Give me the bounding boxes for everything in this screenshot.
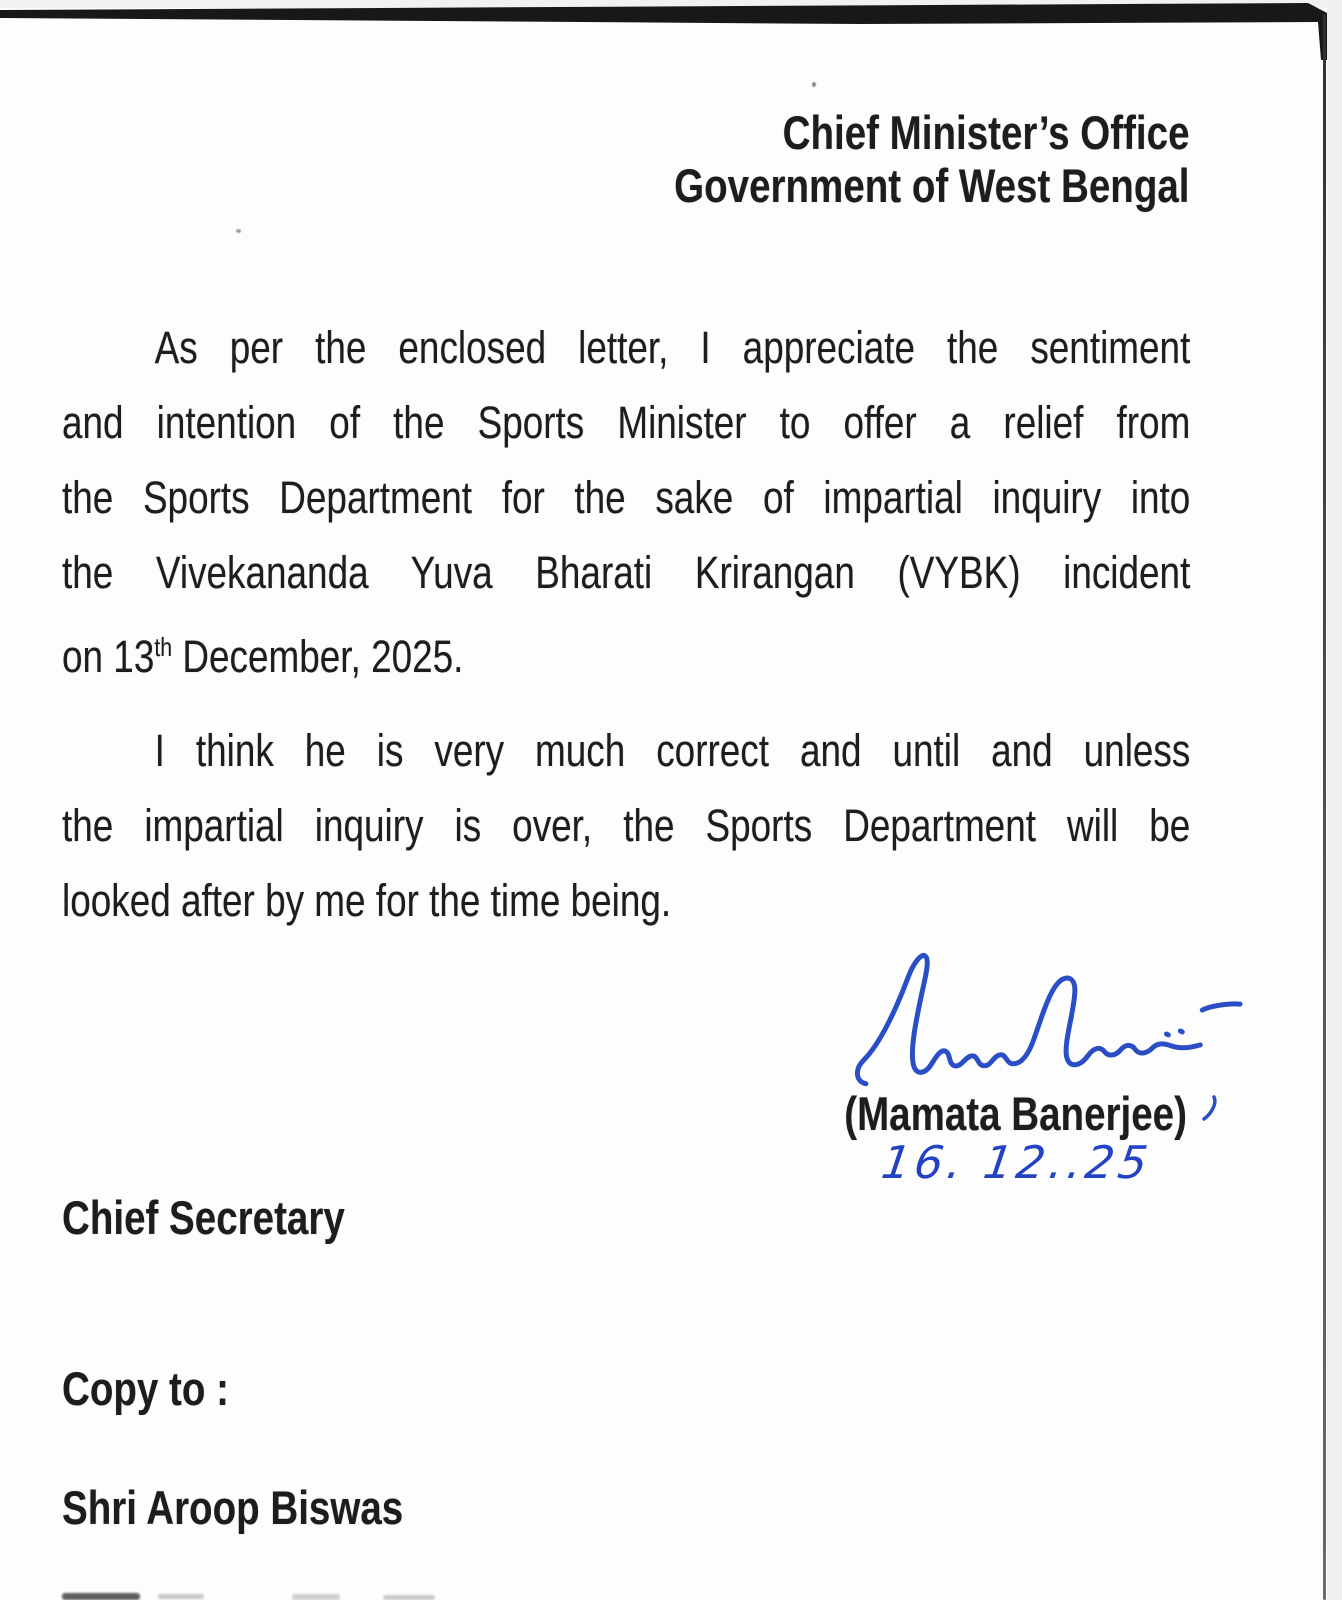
scan-speck xyxy=(812,82,816,87)
paragraph-line: and intention of the Sports Minister to offer a relief from xyxy=(62,397,1191,448)
paragraph-line: I think he is very much correct and until and unless xyxy=(154,725,1191,776)
cutoff-text-remnant xyxy=(158,1594,204,1599)
paragraph-line xyxy=(62,610,1190,694)
ordinal-superscript: th xyxy=(154,632,173,662)
paper-right-edge xyxy=(1323,14,1326,1600)
cutoff-text-remnant xyxy=(292,1594,340,1600)
body-paragraph-1 xyxy=(62,310,1190,694)
scan-gutter xyxy=(1327,0,1342,1600)
letterhead-government: Government of West Bengal xyxy=(674,159,1190,212)
paragraph-line: the impartial inquiry is over, the Sports Department will be xyxy=(62,800,1191,851)
handwritten-date: 16. 12..25 xyxy=(878,1136,1155,1189)
copy-recipient: Shri Aroop Biswas xyxy=(62,1481,404,1534)
paragraph-line: looked after by me for the time being. xyxy=(62,875,672,926)
cutoff-text-remnant xyxy=(62,1593,140,1600)
paragraph-line: As per the enclosed letter, I appreciate the sentiment xyxy=(154,322,1191,373)
cutoff-text-remnant xyxy=(383,1595,435,1600)
body-paragraph-2 xyxy=(62,713,1190,938)
letterhead-office: Chief Minister’s Office xyxy=(783,106,1190,159)
signatory-name: (Mamata Banerjee) xyxy=(844,1087,1187,1140)
paragraph-line: the Sports Department for the sake of impartial inquiry into xyxy=(62,472,1191,523)
scan-speck xyxy=(236,229,241,233)
letterhead xyxy=(675,106,1190,212)
paragraph-line: the Vivekananda Yuva Bharati Krirangan (VYBK) incident xyxy=(62,547,1191,598)
copy-to-label: Copy to : xyxy=(62,1362,229,1415)
date-text: on 13 xyxy=(62,631,155,682)
scan-top-strip xyxy=(0,0,1342,8)
handwritten-signature xyxy=(852,948,1250,1100)
designation-chief-secretary: Chief Secretary xyxy=(62,1191,345,1244)
scan-top-border xyxy=(0,0,1342,70)
ink-mark xyxy=(1200,1093,1222,1123)
date-text: December, 2025. xyxy=(172,631,464,682)
